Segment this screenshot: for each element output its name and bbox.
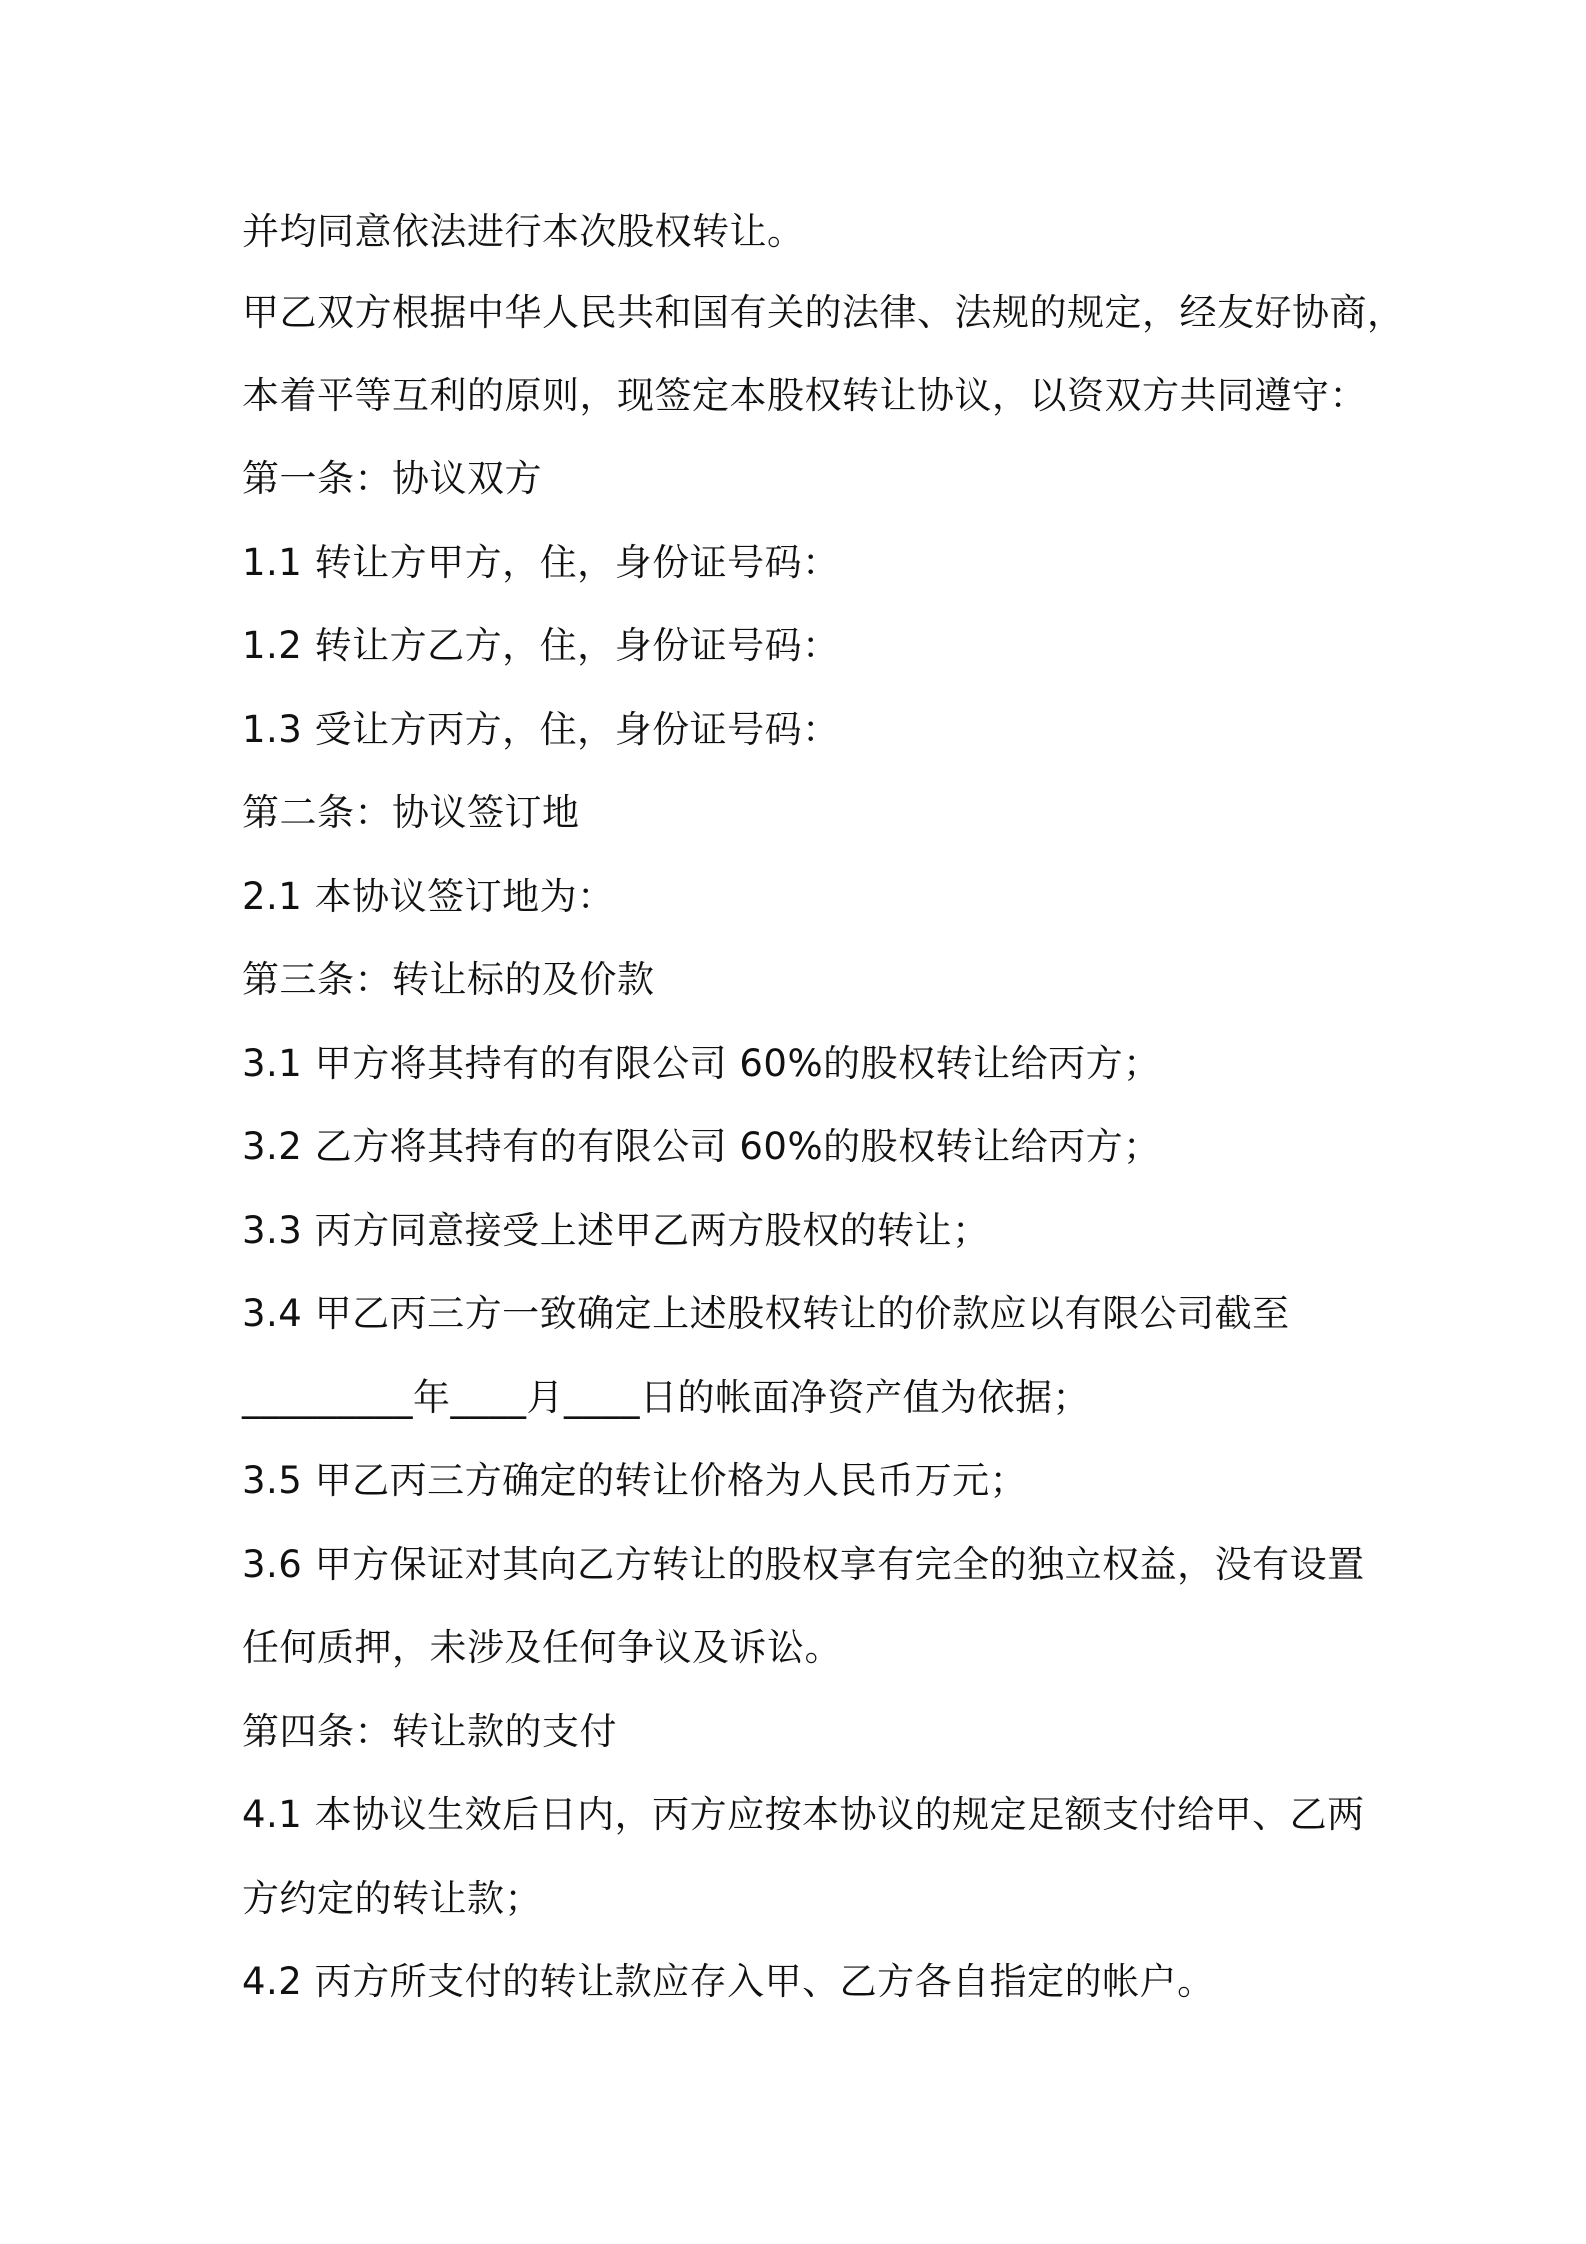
- text-line: 甲乙双方根据中华人民共和国有关的法律、法规的规定，经友好协商，: [242, 291, 1405, 334]
- text-line: 3.4 甲乙丙三方一致确定上述股权转让的价款应以有限公司截至: [242, 1292, 1290, 1335]
- text-line: 3.1 甲方将其持有的有限公司 60%的股权转让给丙方；: [242, 1042, 1161, 1085]
- text-line: 3.3 丙方同意接受上述甲乙两方股权的转让；: [242, 1209, 990, 1252]
- text-line: 4.1 本协议生效后日内，丙方应按本协议的规定足额支付给甲、乙两: [242, 1793, 1365, 1836]
- text-line: 方约定的转让款；: [242, 1877, 542, 1920]
- text-line: 并均同意依法进行本次股权转让。: [242, 210, 805, 253]
- text-line: 2.1 本协议签订地为：: [242, 875, 615, 918]
- text-line: 1.3 受让方丙方，住，身份证号码：: [242, 708, 840, 751]
- section-heading: 第一条：协议双方: [242, 457, 542, 500]
- text-line: _________年____月____日的帐面净资产值为依据；: [242, 1376, 1090, 1419]
- section-heading: 第三条：转让标的及价款: [242, 958, 655, 1001]
- text-line: 3.6 甲方保证对其向乙方转让的股权享有完全的独立权益，没有设置: [242, 1543, 1365, 1586]
- text-line: 1.1 转让方甲方，住，身份证号码：: [242, 541, 840, 584]
- text-line: 3.2 乙方将其持有的有限公司 60%的股权转让给丙方；: [242, 1125, 1161, 1168]
- text-line: 本着平等互利的原则，现签定本股权转让协议，以资双方共同遵守：: [242, 374, 1367, 417]
- section-heading: 第四条：转让款的支付: [242, 1710, 617, 1753]
- text-line: 4.2 丙方所支付的转让款应存入甲、乙方各自指定的帐户。: [242, 1960, 1215, 2003]
- text-line: 1.2 转让方乙方，住，身份证号码：: [242, 624, 840, 667]
- section-heading: 第二条：协议签订地: [242, 791, 580, 834]
- text-line: 3.5 甲乙丙三方确定的转让价格为人民币万元；: [242, 1459, 1028, 1502]
- text-line: 任何质押，未涉及任何争议及诉讼。: [242, 1626, 842, 1669]
